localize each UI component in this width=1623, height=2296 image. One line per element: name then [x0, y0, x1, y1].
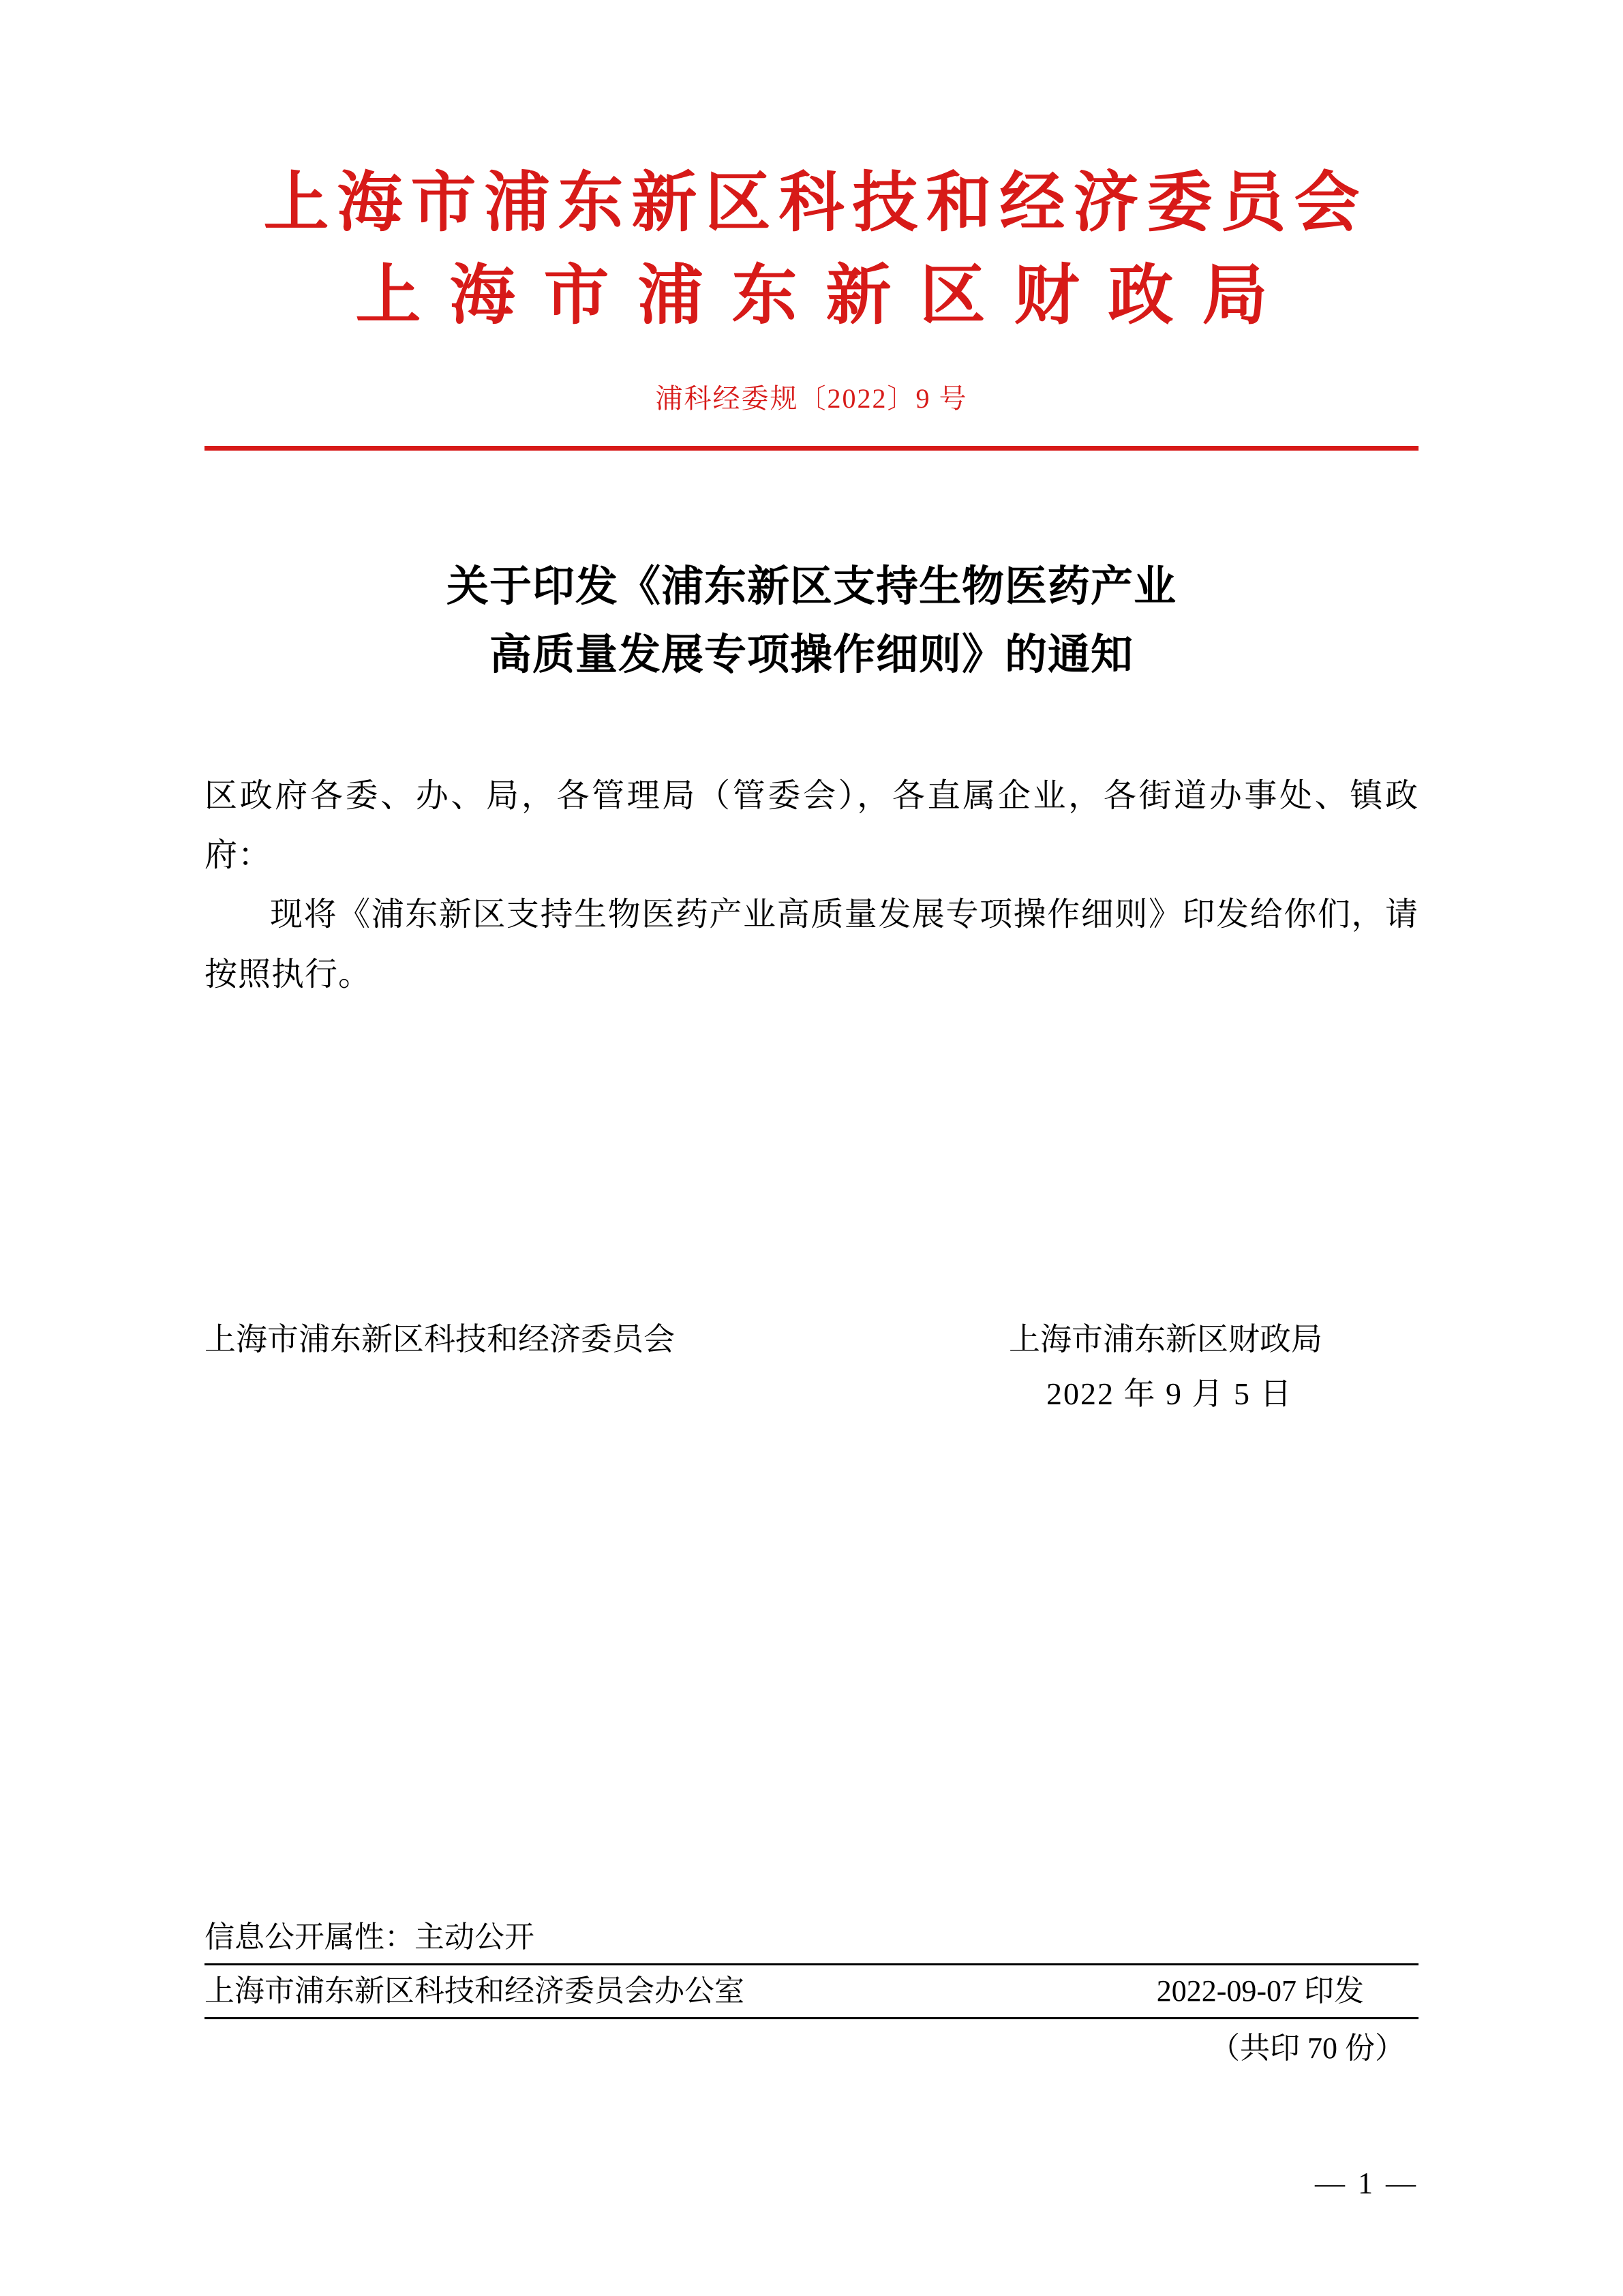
footer-info-block [204, 1912, 1419, 2071]
body-paragraph-1: 区政府各委、办、局，各管理局（管委会），各直属企业，各街道办事处、镇政府： [204, 777, 1419, 873]
footer-print-date: 2022-09-07 印发 [1156, 1974, 1364, 2008]
red-divider-rule [204, 446, 1419, 451]
footer-issuer-row [204, 1965, 1419, 2017]
signature-org-right: 上海市浦东新区财政局 [1009, 1321, 1322, 1357]
footer-copies: （共印 70 份） [1210, 2031, 1405, 2065]
signature-date: 2022 年 9 月 5 日 [1046, 1376, 1293, 1411]
signature-block [204, 1312, 1419, 1462]
letterhead-line-2: 上海市浦东新区财政局 [355, 259, 1296, 333]
letterhead-line-1: 上海市浦东新区科技和经济委员会 [263, 166, 1368, 239]
body-paragraph-2: 现将《浦东新区支持生物医药产业高质量发展专项操作细则》印发给你们，请按照执行。 [204, 896, 1419, 993]
page-title [204, 553, 1419, 690]
page-title-line-1: 关于印发《浦东新区支持生物医药产业 [446, 563, 1177, 610]
document-body [204, 766, 1419, 1004]
letterhead [204, 0, 1419, 343]
footer-issuer-label: 上海市浦东新区科技和经济委员会办公室 [204, 1974, 744, 2008]
document-number: 浦科经委规〔2022〕9 号 [655, 382, 968, 414]
signature-org-left: 上海市浦东新区科技和经济委员会 [204, 1321, 675, 1357]
page-number: — 1 — [1315, 2166, 1419, 2200]
footer-disclosure-row [204, 1912, 1419, 1963]
page-title-line-2: 高质量发展专项操作细则》的通知 [489, 632, 1134, 679]
footer-disclosure-label: 信息公开属性：主动公开 [204, 1920, 534, 1954]
